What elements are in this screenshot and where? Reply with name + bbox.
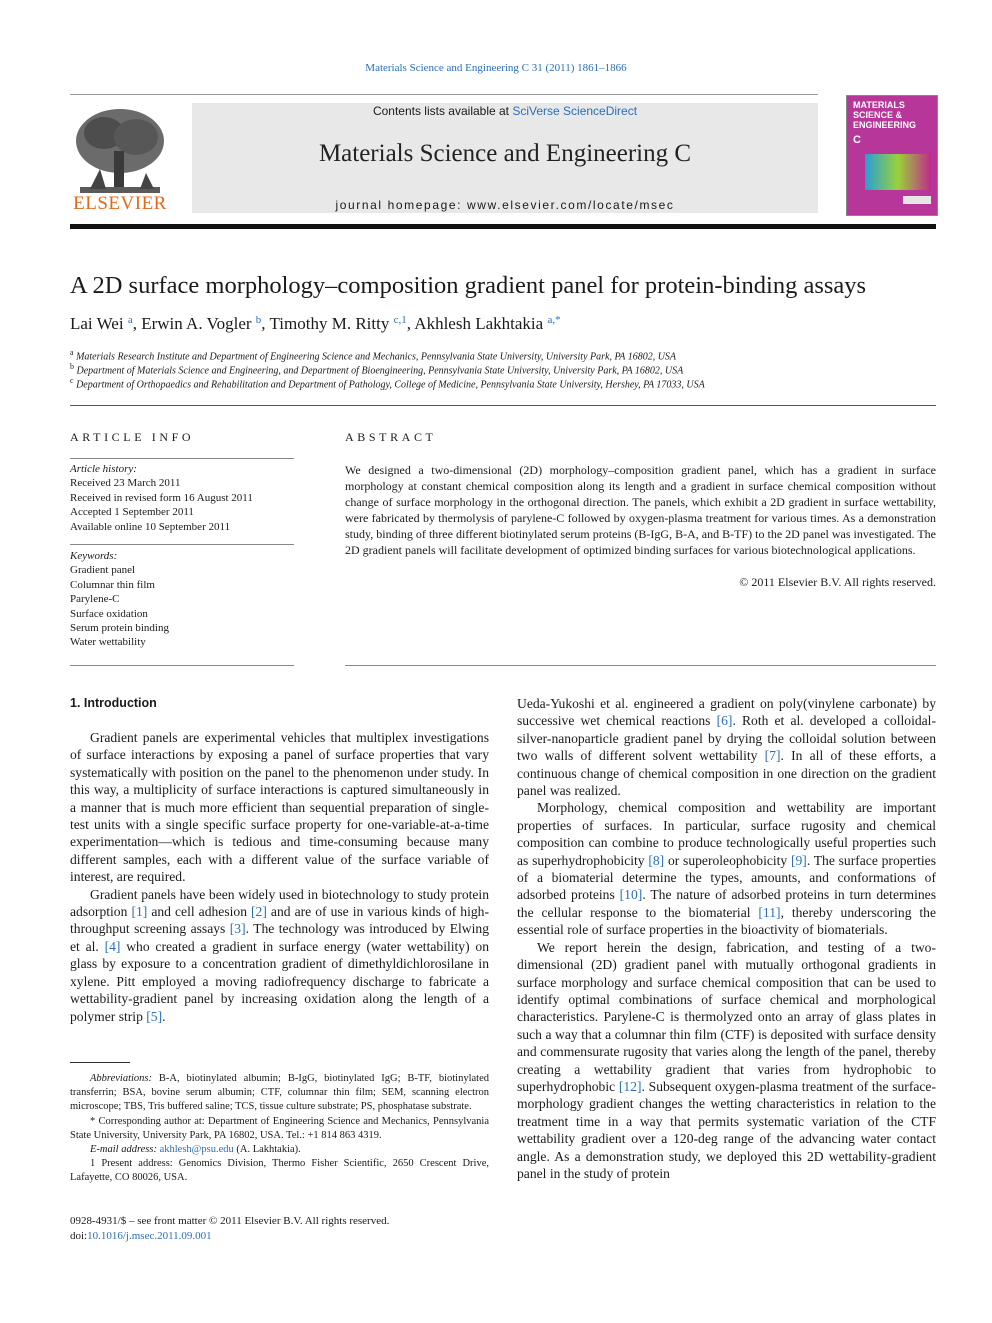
journal-homepage[interactable]: journal homepage: www.elsevier.com/locate/msec xyxy=(335,198,675,212)
history-item: Received in revised form 16 August 2011 xyxy=(70,491,253,504)
intro-paragraph-3 xyxy=(517,695,936,799)
text-run: , thereby underscoring the essential role of surface properties in the bioactivity of biomaterials. xyxy=(517,904,936,938)
text-run: . In all of these efforts, a continuous change of chemical composition in one direction on the gradient panel was realized. xyxy=(517,748,936,799)
title-divider xyxy=(70,405,936,406)
footnote-abbreviations xyxy=(70,1072,489,1115)
text-run: . The surface properties of a biomaterial determine the types, amounts, and conformations of adsorbed proteins xyxy=(517,852,936,903)
contents-line xyxy=(192,104,818,118)
reference-link[interactable]: [4] xyxy=(104,938,121,954)
reference-link[interactable]: [7] xyxy=(764,748,781,764)
article-history xyxy=(70,462,294,534)
intro-paragraph-1: Gradient panels are experimental vehicles that multiplex investigations of surface interactions by exposing a panel of surface properties that vary systematically with position on the panel to the phenomenon under study. In this way, a multiplicity of surface interactions is captured simultaneously in a manner that is much more efficient than sequential preparation of single-test units with a single specific surface property for one-variable-at-a-time experimentation—which is tedious and time-consuming because many different samples, each with a different value of the surface variable of interest, are required. xyxy=(70,730,489,885)
reference-link[interactable]: [1] xyxy=(131,904,148,920)
author-name[interactable]: Lai Wei xyxy=(70,314,124,333)
right-column-body xyxy=(517,695,936,1182)
doi-line xyxy=(70,1229,389,1244)
affiliation-mark: c xyxy=(70,376,74,385)
cover-image xyxy=(865,154,931,190)
text-run: . The nature of adsorbed proteins in turn determines the cellular response to the biomaterial xyxy=(517,887,936,920)
text-run: Morphology, chemical composition and wettability are important properties of surfaces. In particular, surface rugosity and chemical composition can combine to produce technologically useful properties such as superhydrophobicity xyxy=(517,800,936,868)
text-run: who created a gradient in surface energy (water wettability) on glass by exposure to a concentration gradient of dimethyldichlorosilane in xylene. Pitt employed a moving radiofrequency discharge to fabricate a wettability-gradient panel by increasing oxidation along the length of a polymer strip xyxy=(70,938,489,1024)
text-run: We report herein the design, fabrication, and testing of a two-dimensional (2D) gradient panel with mutually orthogonal gradients in surface morphology and surface chemical composition that can be used to identify optimal combinations of surface chemical and morphological characteristics. Parylene-C is thermolyzed onto an array of glass plates in such a way that a columnar thin film (CTF) is deposited with surface density and commensurate rugosity that varies along the length of the panel, thereby creating a wettability gradient that varies from hydrophobic to superhydrophobic xyxy=(517,939,936,1094)
author-affiliation-mark[interactable]: b xyxy=(255,314,262,326)
affiliation-c xyxy=(70,376,705,390)
history-item: Available online 10 September 2011 xyxy=(70,520,231,533)
doi-link[interactable]: 10.1016/j.msec.2011.09.001 xyxy=(87,1229,212,1242)
history-label: Article history: xyxy=(70,463,137,475)
cover-title-line-3: ENGINEERING xyxy=(853,120,917,130)
journal-title: Materials Science and Engineering C xyxy=(318,140,692,167)
footnote-present-address: 1 Present address: Genomics Division, Thermo Fisher Scientific, 2650 Crescent Drive, Lafayette, CO 80026, USA. xyxy=(70,1158,489,1184)
abstract-text: We designed a two-dimensional (2D) morphology–composition gradient panel, which has a gradient in surface morphology at constant chemical composition along its length and a gradient in surface chemical composition without change of surface morphology in the orthogonal direction. The panels, which exhibit a 2D gradient in surface wettability, were fabricated by thermolysis of parylene-C followed by oxygen-plasma treatment for various times. As a demonstration study, binding of three different biotinylated serum proteins (B-IgG, B-A, and B-TF) to the 2D panel was investigated. The 2D gradient panels will facilitate development of optimized binding surfaces for various biotechnological applications. xyxy=(345,463,936,557)
abstract-copyright: © 2011 Elsevier B.V. All rights reserved. xyxy=(739,575,936,589)
footnote-rule xyxy=(70,1062,130,1063)
elsevier-wordmark: ELSEVIER xyxy=(73,193,167,214)
reference-link[interactable]: [10] xyxy=(619,887,643,903)
affiliation-text: Department of Orthopaedics and Rehabilitation and Department of Pathology, College of Medicine, Pennsylvania State University, Hershey, PA 17033, USA xyxy=(76,379,705,391)
abbreviations-text: B-A, biotinylated albumin; B-IgG, biotinylated IgG; B-TF, biotinylated transferrin; BSA, bovine serum albumin; CTF, columnar thin film; SEM, scanning electron microscope; TBS, Tris buffered saline; TCS, tissue culture substrate; PS, phosphatase substrate. xyxy=(70,1073,489,1113)
history-item: Received 23 March 2011 xyxy=(70,477,181,490)
cover-title-line-2: SCIENCE & xyxy=(853,110,903,120)
keywords-label: Keywords: xyxy=(70,550,118,562)
reference-link[interactable]: [9] xyxy=(790,852,807,868)
introduction-heading: 1. Introduction xyxy=(70,696,157,710)
footnotes xyxy=(70,1072,489,1186)
affiliation-a xyxy=(70,348,676,362)
affiliation-mark: b xyxy=(70,362,74,371)
doi-label: doi: xyxy=(70,1229,88,1242)
footnote-email xyxy=(70,1143,489,1157)
article-info-rule xyxy=(70,458,294,459)
affiliation-text: Materials Research Institute and Department of Engineering Science and Mechanics, Pennsylvania State University, University Park, PA 16802, USA xyxy=(76,351,677,363)
article-info-heading: ARTICLE INFO xyxy=(70,430,195,444)
text-run: and cell adhesion xyxy=(147,904,252,920)
abstract-bottom-rule xyxy=(345,665,936,666)
article-title: A 2D surface morphology–composition gradient panel for protein-binding assays xyxy=(70,272,867,299)
text-run: and are of use in various kinds of high-throughput screening assays xyxy=(70,904,489,937)
reference-link[interactable]: [12] xyxy=(618,1078,642,1094)
email-label: E-mail address: xyxy=(90,1144,157,1156)
journal-citation[interactable]: Materials Science and Engineering C 31 (2011) 1861–1866 xyxy=(365,62,627,74)
abstract-heading: ABSTRACT xyxy=(345,430,437,444)
text-run: . Subsequent oxygen-plasma treatment of the surface-morphology gradient changes the wetting characteristics in relation to the treatment time in a way that permits systematic variation of the CTF wettability gradient over a 120-deg range of the advancing water contact angle. As a demonstration study, we deployed this 2D wettability-gradient panel in the study of protein xyxy=(517,1078,936,1181)
reference-link[interactable]: [11] xyxy=(758,904,781,920)
affiliation-b xyxy=(70,362,683,376)
keyword: Serum protein binding xyxy=(70,622,169,635)
history-item: Accepted 1 September 2011 xyxy=(70,506,194,519)
author-affiliation-mark[interactable]: c,1 xyxy=(393,314,407,326)
email-suffix: (A. Lakhtakia). xyxy=(233,1144,301,1156)
text-run: Gradient panels have been widely used in biotechnology to study protein adsorption xyxy=(70,886,489,920)
text-run: . xyxy=(162,1008,166,1024)
issn-line: 0928-4931/$ – see front matter © 2011 Elsevier B.V. All rights reserved. xyxy=(70,1215,390,1227)
keywords-rule xyxy=(70,544,294,545)
cover-letter: C xyxy=(853,134,861,146)
keyword: Surface oxidation xyxy=(70,607,148,620)
article-info-bottom-rule xyxy=(70,665,294,666)
text-run: Ueda-Yukoshi et al. engineered a gradient on poly(vinylene carbonate) by successive wet chemical reactions xyxy=(517,696,936,729)
header-thick-rule xyxy=(70,224,936,229)
keyword: Water wettability xyxy=(70,636,146,649)
intro-paragraph-4 xyxy=(517,799,936,938)
front-matter xyxy=(70,1214,389,1243)
journal-cover-thumbnail xyxy=(846,95,938,216)
reference-link[interactable]: [8] xyxy=(648,852,665,868)
contents-prefix: Contents lists available at xyxy=(372,104,513,118)
affiliation-text: Department of Materials Science and Engineering, and Department of Bioengineering, Pennsylvania State University, University Park, PA 16802, USA xyxy=(76,365,684,377)
reference-link[interactable]: [6] xyxy=(716,713,733,729)
author-name[interactable]: Timothy M. Ritty xyxy=(269,314,390,333)
author-affiliation-mark[interactable]: a xyxy=(127,314,133,326)
text-run: . Roth et al. developed a colloidal-silver-nanoparticle gradient panel by drying the colloidal solution between two walls of different solvent wettability xyxy=(517,713,936,764)
cover-publisher-mark xyxy=(903,196,931,204)
affiliation-mark: a xyxy=(70,348,74,357)
abbreviations-label: Abbreviations: xyxy=(90,1073,153,1084)
left-column-body xyxy=(70,729,489,1025)
header-rule xyxy=(70,94,818,95)
intro-paragraph-2 xyxy=(70,886,489,1025)
keywords xyxy=(70,549,294,650)
keyword: Columnar thin film xyxy=(70,578,155,591)
author-name[interactable]: Erwin A. Vogler xyxy=(141,314,252,333)
reference-link[interactable]: [2] xyxy=(251,904,267,920)
text-run: or superoleophobicity xyxy=(664,852,791,868)
reference-link[interactable]: [3] xyxy=(229,921,246,937)
author-name[interactable]: Akhlesh Lakhtakia xyxy=(414,314,544,333)
text-run: . The technology was introduced by Elwing et al. xyxy=(70,921,489,954)
intro-paragraph-5 xyxy=(517,939,936,1183)
email-link[interactable]: akhlesh@psu.edu xyxy=(159,1144,234,1156)
reference-link[interactable]: [5] xyxy=(146,1008,163,1024)
author-affiliation-mark[interactable]: a,* xyxy=(547,314,561,326)
sciencedirect-link[interactable]: SciVerse ScienceDirect xyxy=(512,104,638,118)
cover-title-line-1: MATERIALS xyxy=(853,100,905,110)
keyword: Gradient panel xyxy=(70,564,136,577)
footnote-corresponding: * Corresponding author at: Department of Engineering Science and Mechanics, Pennsylvania State University, University Park, PA 16802, USA. Tel.: +1 814 863 4319. xyxy=(70,1115,489,1141)
keyword: Parylene-C xyxy=(70,593,120,606)
author-list: Lai Wei $^a$, Erwin A. Vogler $^b$, Timothy M. Ritty $^{c,1}$, Akhlesh Lakhtakia $^{a,*}$ xyxy=(70,314,561,333)
